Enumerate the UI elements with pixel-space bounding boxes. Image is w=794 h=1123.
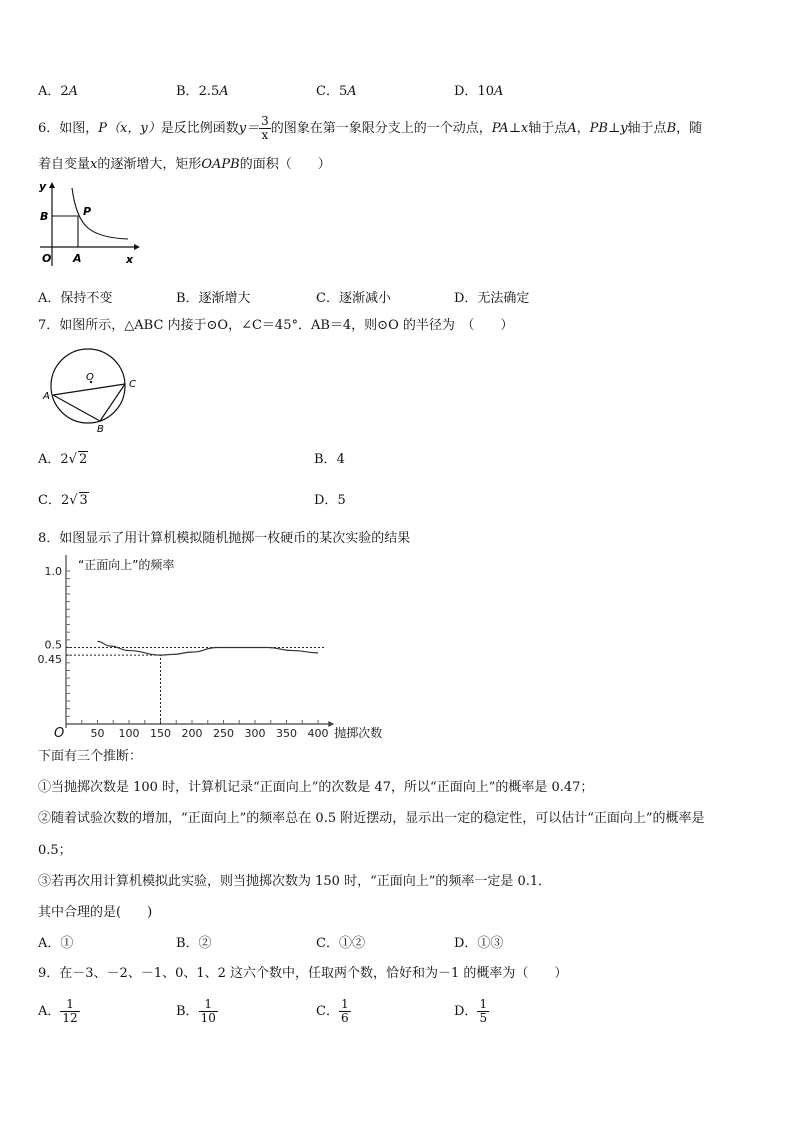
- q6-option-b[interactable]: B．逐渐增大: [176, 291, 251, 306]
- q9-fraction-d: $\frac{1}{5}$: [479, 997, 488, 1025]
- q6-stem-line1: 6．如图，P（x，y）是反比例函数y＝ $\frac{3}{x}$ 的图象在第一象限分支上的一个动点，PA⊥x轴于点A，PB⊥y轴于点B，随: [38, 114, 703, 142]
- q7-stem: 7．如图所示，△ABC 内接于⊙O，∠C＝45°．AB＝4，则⊙O 的半径为 （ ）: [38, 318, 514, 333]
- q6-label-p: P: [83, 205, 92, 218]
- q8-option-c[interactable]: C．①②: [316, 936, 365, 951]
- q9-option-c[interactable]: C． $\frac{1}{6}$: [316, 997, 349, 1025]
- y-tick-label: 0.45: [37, 653, 62, 667]
- x-tick-label: 100: [118, 727, 140, 740]
- q9-option-a[interactable]: A． $\frac{1}{12}$: [38, 997, 78, 1025]
- sqrt-symbol: √ 2: [68, 452, 88, 467]
- q5-option-d[interactable]: D．10A: [454, 84, 504, 99]
- q5-option-c[interactable]: C．5A: [316, 84, 357, 99]
- q7-option-b[interactable]: B．4: [314, 452, 345, 467]
- q8-option-b[interactable]: B．②: [176, 936, 212, 951]
- frequency-series-line: [98, 641, 319, 655]
- x-tick-label: 400: [307, 727, 329, 740]
- q6-label-b: B: [40, 210, 49, 223]
- q6-y-arrow: [49, 182, 55, 188]
- q6-label-x: x: [126, 253, 134, 266]
- y-axis-label: “正面向上”的频率: [78, 558, 175, 572]
- q7-label-a: A: [43, 391, 50, 402]
- origin-label: O: [54, 726, 65, 741]
- q9-fraction-c: $\frac{1}{6}$: [340, 997, 349, 1025]
- q6-label-a: A: [73, 252, 82, 265]
- x-tick-label: 200: [181, 727, 203, 740]
- q8-option-a[interactable]: A．①: [38, 936, 74, 951]
- q6-option-a[interactable]: A．保持不变: [38, 291, 113, 306]
- q8-option-d[interactable]: D．①③: [454, 936, 504, 951]
- q6-label-y: y: [39, 180, 47, 193]
- q7-label-o: O: [86, 372, 94, 383]
- q6-hyperbola-curve: [72, 188, 128, 239]
- q7-option-a[interactable]: A．2√ 2: [38, 452, 88, 467]
- q5-option-b[interactable]: B．2.5A: [176, 84, 229, 99]
- q6-option-c[interactable]: C．逐渐减小: [316, 291, 391, 306]
- q7-segment-ab: [53, 395, 100, 421]
- x-tick-label: 50: [90, 727, 105, 740]
- q8-stem: 8．如图显示了用计算机模拟随机抛掷一枚硬币的某次实验的结果: [38, 531, 411, 546]
- q7-option-c[interactable]: C．2√ 3: [38, 493, 88, 508]
- q6-label-o: O: [42, 252, 52, 265]
- x-axis-label: 抛掷次数: [334, 726, 383, 740]
- x-tick-label: 350: [276, 727, 297, 740]
- x-tick-label: 250: [213, 727, 234, 740]
- y-tick-label: 1.0: [44, 565, 62, 578]
- q9-option-b[interactable]: B． $\frac{1}{10}$: [176, 997, 216, 1025]
- q8-inference-3: ③若再次用计算机模拟此实验，则当抛掷次数为 150 时，“正面向上”的频率一定是 0.1．: [38, 874, 552, 889]
- q9-option-d[interactable]: D． $\frac{1}{5}$: [454, 997, 488, 1025]
- q7-figure: [40, 344, 148, 436]
- y-tick-label: 0.5: [44, 638, 62, 652]
- q8-question: 其中合理的是( ): [38, 905, 153, 920]
- q7-segment-ac: [53, 384, 125, 395]
- q8-inference-2-line2: 0.5；: [38, 843, 72, 858]
- q8-inference-1: ①当抛掷次数是 100 时，计算机记录“正面向上”的次数是 47，所以“正面向上”的概率是 0.47；: [38, 780, 594, 795]
- q6-stem-line2: 着自变量x的逐渐增大，矩形OAPB的面积（ ）: [38, 157, 331, 172]
- q9-stem: 9．在－3、－2、－1、0、1、2 这六个数中，任取两个数，恰好和为－1 的概率为（ ）: [38, 966, 568, 981]
- q8-intro: 下面有三个推断：: [38, 749, 143, 764]
- q9-fraction-b: $\frac{1}{10}$: [200, 997, 216, 1025]
- q6-figure: [36, 178, 140, 270]
- q6-rectangle: [52, 216, 78, 247]
- q9-fraction-a: $\frac{1}{12}$: [62, 997, 78, 1025]
- q8-frequency-chart: [30, 553, 400, 743]
- x-tick-label: 150: [150, 727, 171, 740]
- q7-label-c: C: [129, 379, 136, 390]
- q7-label-b: B: [97, 424, 104, 435]
- q6-option-d[interactable]: D．无法确定: [454, 291, 530, 306]
- q5-option-a[interactable]: A．2A: [38, 84, 79, 99]
- q8-inference-2-line1: ②随着试验次数的增加，“正面向上”的频率总在 0.5 附近摆动，显示出一定的稳定性，可以估计“正面向上”的概率是: [38, 811, 705, 826]
- q6-fraction: $\frac{3}{x}$: [261, 114, 269, 142]
- x-tick-label: 300: [244, 727, 266, 740]
- q7-option-d[interactable]: D．5: [314, 493, 346, 508]
- q6-x-arrow: [134, 244, 140, 250]
- sqrt-symbol: √ 3: [69, 493, 88, 508]
